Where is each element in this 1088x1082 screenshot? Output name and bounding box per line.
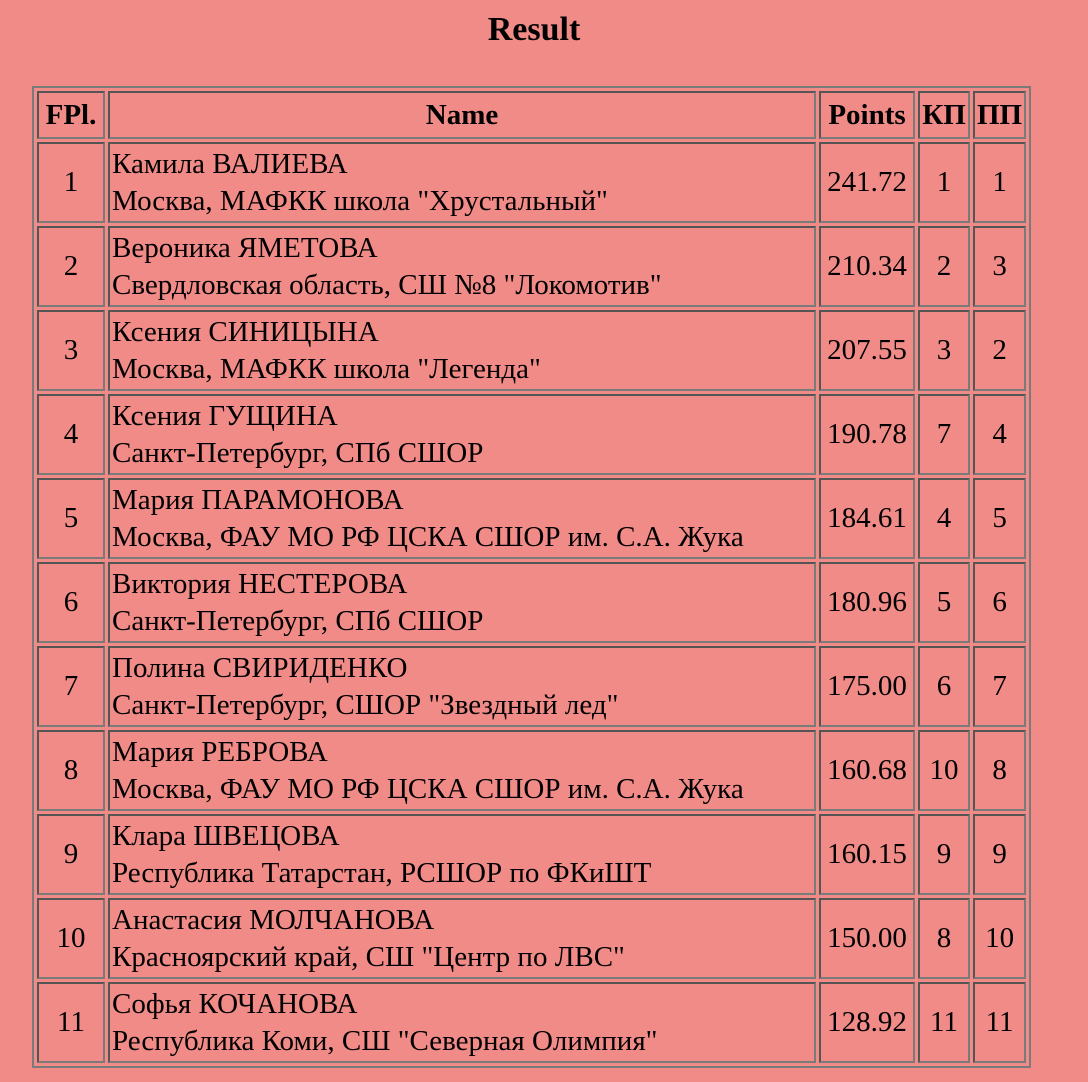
skater-club: Санкт-Петербург, СШОР "Звездный лед"	[112, 688, 619, 721]
place-cell: 4	[37, 394, 105, 475]
table-row	[37, 562, 1026, 643]
skater-club: Республика Коми, СШ "Северная Олимпия"	[112, 1024, 658, 1057]
name-cell	[108, 142, 816, 223]
place-cell: 11	[37, 982, 105, 1063]
header-points: Points	[819, 91, 915, 139]
short-program-place: 10	[918, 730, 970, 811]
free-program-place: 5	[973, 478, 1026, 559]
skater-club: Москва, ФАУ МО РФ ЦСКА СШОР им. С.А. Жука	[112, 772, 744, 805]
header-short-program: КП	[918, 91, 970, 139]
skater-name: Камила ВАЛИЕВА	[112, 147, 348, 180]
points-cell: 180.96	[819, 562, 915, 643]
table-row	[37, 814, 1026, 895]
skater-club: Санкт-Петербург, СПб СШОР	[112, 436, 484, 469]
skater-name: Софья КОЧАНОВА	[112, 987, 358, 1020]
points-cell: 175.00	[819, 646, 915, 727]
place-cell: 5	[37, 478, 105, 559]
skater-club: Москва, ФАУ МО РФ ЦСКА СШОР им. С.А. Жука	[112, 520, 744, 553]
skater-club: Москва, МАФКК школа "Легенда"	[112, 352, 541, 385]
table-row	[37, 394, 1026, 475]
skater-name: Ксения СИНИЦЫНА	[112, 315, 379, 348]
skater-name: Мария РЕБРОВА	[112, 735, 328, 768]
table-row	[37, 310, 1026, 391]
free-program-place: 6	[973, 562, 1026, 643]
skater-name: Виктория НЕСТЕРОВА	[112, 567, 408, 600]
table-row	[37, 478, 1026, 559]
skater-name: Мария ПАРАМОНОВА	[112, 483, 404, 516]
name-cell	[108, 982, 816, 1063]
place-cell: 8	[37, 730, 105, 811]
results-table	[32, 86, 1031, 1068]
free-program-place: 4	[973, 394, 1026, 475]
name-cell	[108, 310, 816, 391]
skater-name: Полина СВИРИДЕНКО	[112, 651, 408, 684]
free-program-place: 2	[973, 310, 1026, 391]
skater-club: Красноярский край, СШ "Центр по ЛВС"	[112, 940, 625, 973]
table-row	[37, 226, 1026, 307]
place-cell: 3	[37, 310, 105, 391]
free-program-place: 10	[973, 898, 1026, 979]
skater-club: Республика Татарстан, РСШОР по ФКиШТ	[112, 856, 652, 889]
header-name: Name	[108, 91, 816, 139]
page-title: Result	[487, 11, 581, 48]
short-program-place: 2	[918, 226, 970, 307]
place-cell: 1	[37, 142, 105, 223]
short-program-place: 7	[918, 394, 970, 475]
short-program-place: 11	[918, 982, 970, 1063]
points-cell: 160.68	[819, 730, 915, 811]
free-program-place: 8	[973, 730, 1026, 811]
place-cell: 2	[37, 226, 105, 307]
place-cell: 10	[37, 898, 105, 979]
table-header	[37, 91, 1026, 139]
skater-club: Свердловская область, СШ №8 "Локомотив"	[112, 268, 662, 301]
free-program-place: 3	[973, 226, 1026, 307]
name-cell	[108, 394, 816, 475]
short-program-place: 9	[918, 814, 970, 895]
free-program-place: 1	[973, 142, 1026, 223]
short-program-place: 5	[918, 562, 970, 643]
name-cell	[108, 226, 816, 307]
points-cell: 160.15	[819, 814, 915, 895]
name-cell	[108, 478, 816, 559]
short-program-place: 4	[918, 478, 970, 559]
table-row	[37, 898, 1026, 979]
points-cell: 190.78	[819, 394, 915, 475]
header-row	[37, 91, 1026, 139]
points-cell: 184.61	[819, 478, 915, 559]
skater-name: Ксения ГУЩИНА	[112, 399, 338, 432]
place-cell: 7	[37, 646, 105, 727]
free-program-place: 9	[973, 814, 1026, 895]
header-place: FPl.	[37, 91, 105, 139]
name-cell	[108, 898, 816, 979]
name-cell	[108, 562, 816, 643]
table-row	[37, 646, 1026, 727]
free-program-place: 11	[973, 982, 1026, 1063]
free-program-place: 7	[973, 646, 1026, 727]
short-program-place: 8	[918, 898, 970, 979]
points-cell: 210.34	[819, 226, 915, 307]
table-row	[37, 142, 1026, 223]
name-cell	[108, 646, 816, 727]
points-cell: 150.00	[819, 898, 915, 979]
short-program-place: 1	[918, 142, 970, 223]
name-cell	[108, 730, 816, 811]
skater-name: Анастасия МОЛЧАНОВА	[112, 903, 435, 936]
place-cell: 9	[37, 814, 105, 895]
points-cell: 241.72	[819, 142, 915, 223]
header-free-program: ПП	[973, 91, 1026, 139]
skater-club: Москва, МАФКК школа "Хрустальный"	[112, 184, 608, 217]
skater-name: Клара ШВЕЦОВА	[112, 819, 340, 852]
points-cell: 128.92	[819, 982, 915, 1063]
skater-name: Вероника ЯМЕТОВА	[112, 231, 378, 264]
short-program-place: 6	[918, 646, 970, 727]
skater-club: Санкт-Петербург, СПб СШОР	[112, 604, 484, 637]
table-body	[37, 142, 1026, 1063]
table-row	[37, 982, 1026, 1063]
name-cell	[108, 814, 816, 895]
table-row	[37, 730, 1026, 811]
place-cell: 6	[37, 562, 105, 643]
short-program-place: 3	[918, 310, 970, 391]
points-cell: 207.55	[819, 310, 915, 391]
